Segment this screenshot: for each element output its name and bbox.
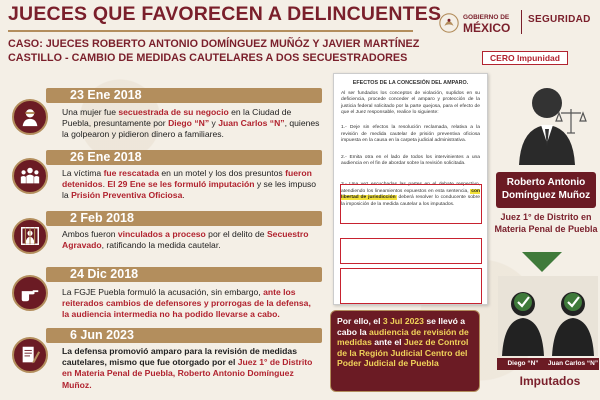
- logo-divider: [521, 10, 522, 34]
- document-box-1: [340, 181, 482, 224]
- eagle-emblem-icon: [438, 11, 460, 35]
- event-description: La víctima fue rescatada en un motel y los dos presuntos fueron detenidos. El 29 Ene se les formuló imputación y se les impuso la Prisión Preventiva Oficiosa.: [62, 168, 317, 201]
- event-date-row: [0, 87, 322, 103]
- event-date: 24 Dic 2018: [70, 267, 139, 281]
- verdict-box: Por ello, el 3 Jul 2023 se llevó a cabo la audiencia de revisión de medidas ante el Juez de Control de la Región Judicial Centro del Poder Judicial de Puebla: [330, 310, 480, 392]
- suspect-name-label: Juan Carlos “N”: [547, 358, 599, 370]
- cero-impunidad-badge: CERO Impunidad: [482, 51, 568, 65]
- document-highlight: con libertad de jurisdicción: [341, 188, 480, 201]
- group-people-icon: [12, 158, 48, 194]
- judge-name: Roberto Antonio Domínguez Muñoz: [496, 172, 596, 208]
- gobierno-mexico-logo: [438, 8, 518, 38]
- prison-bars-icon: [12, 218, 48, 254]
- suspect-silhouette-icon: [498, 276, 548, 356]
- suspect-silhouette-icon: [548, 276, 598, 356]
- arrow-down-icon: [520, 250, 564, 274]
- pointing-hand-icon: [12, 275, 48, 311]
- document-paragraph-2: 1.- Deje sin efectos la resolución reclamada, relativa a la revisión de medida cautelar de prisión preventiva oficiosa impuesta en la causa en la carpeta judicial administrativa.: [341, 124, 480, 144]
- event-description: La FGJE Puebla formuló la acusación, sin embargo, ante los reiterados cambios de defensores y prorrogas de la defensa, la audiencia intermedia no ha podido llevarse a cabo.: [62, 287, 311, 320]
- gov-small-text: GOBIERNO DE: [463, 14, 510, 21]
- event-date-row: [0, 266, 322, 282]
- blindfolded-person-icon: [12, 99, 48, 135]
- suspect-name-label: Diego “N”: [497, 358, 549, 370]
- event-description: La defensa promovió amparo para la revisión de medidas cautelares, mismo que fue otorgado por el Juez 1° de Distrito en Materia Penal de Puebla, Roberto Antonio Domínguez Muñoz.: [62, 346, 313, 390]
- event-date-row: [0, 149, 322, 165]
- event-date: 2 Feb 2018: [70, 211, 134, 225]
- judge-silhouette-icon: [507, 77, 587, 167]
- imputados-label: Imputados: [519, 374, 581, 388]
- document-title: EFECTOS DE LA CONCESIÓN DEL AMPARO.: [352, 80, 469, 86]
- document-box-3: [340, 268, 482, 304]
- document-paragraph-1: Al ser fundados los conceptos de violación, suplidos en su deficiencia, procede conceder el amparo y protección de la justicia federal solicitado por la parte quejosa, para el efecto de que el Juez responsable, realice lo siguiente:: [341, 90, 480, 116]
- page-title: JUECES QUE FAVORECEN A DELINCUENTES: [8, 3, 442, 25]
- event-description: Una mujer fue secuestrada de su negocio en la Ciudad de Puebla, presuntamente por Diego “N” y Juan Carlos “N”, quienes la golpearon y pidieron dinero a familiares.: [62, 107, 320, 140]
- title-divider: [8, 30, 413, 32]
- case-subtitle: CASO: JUECES ROBERTO ANTONIO DOMÍNGUEZ MUÑÓZ Y JAVIER MARTÍNEZ CASTILLO - CAMBIO DE MEDIDAS CAUTELARES A DOS SECUESTRADORES: [8, 38, 420, 64]
- event-date: 23 Ene 2018: [70, 88, 142, 102]
- secretaria-label: SEGURIDAD: [528, 14, 591, 25]
- event-date: 26 Ene 2018: [70, 150, 142, 164]
- event-date: 6 Jun 2023: [70, 328, 134, 342]
- document-paragraph-4: 3.- Una vez escuchadas las partes en el debate respectivo, atendiendo los lineamientos expuestos en esta sentencia, con libertad de jurisdicción deberá resolver lo conducente sobre la imposición de la medida cautelar a los imputados.: [341, 181, 481, 207]
- document-pen-icon: [12, 337, 48, 373]
- document-box-2: [340, 238, 482, 264]
- document-paragraph-3: 2.- Emita otra en el lado de todos los intervinientes a una audiencia en el fin de abordar sobre la revisión solicitada.: [341, 154, 480, 167]
- judge-role: Juez 1° de Distrito en Materia Penal de Puebla: [494, 212, 598, 234]
- event-description: Ambos fueron vinculados a proceso por el delito de Secuestro Agravado, ratificando la medida cautelar.: [62, 229, 309, 251]
- event-date-row: [0, 210, 322, 226]
- gov-big-text: MÉXICO: [463, 21, 511, 35]
- scales-of-justice-icon: [556, 109, 586, 133]
- event-date-row: [0, 327, 322, 343]
